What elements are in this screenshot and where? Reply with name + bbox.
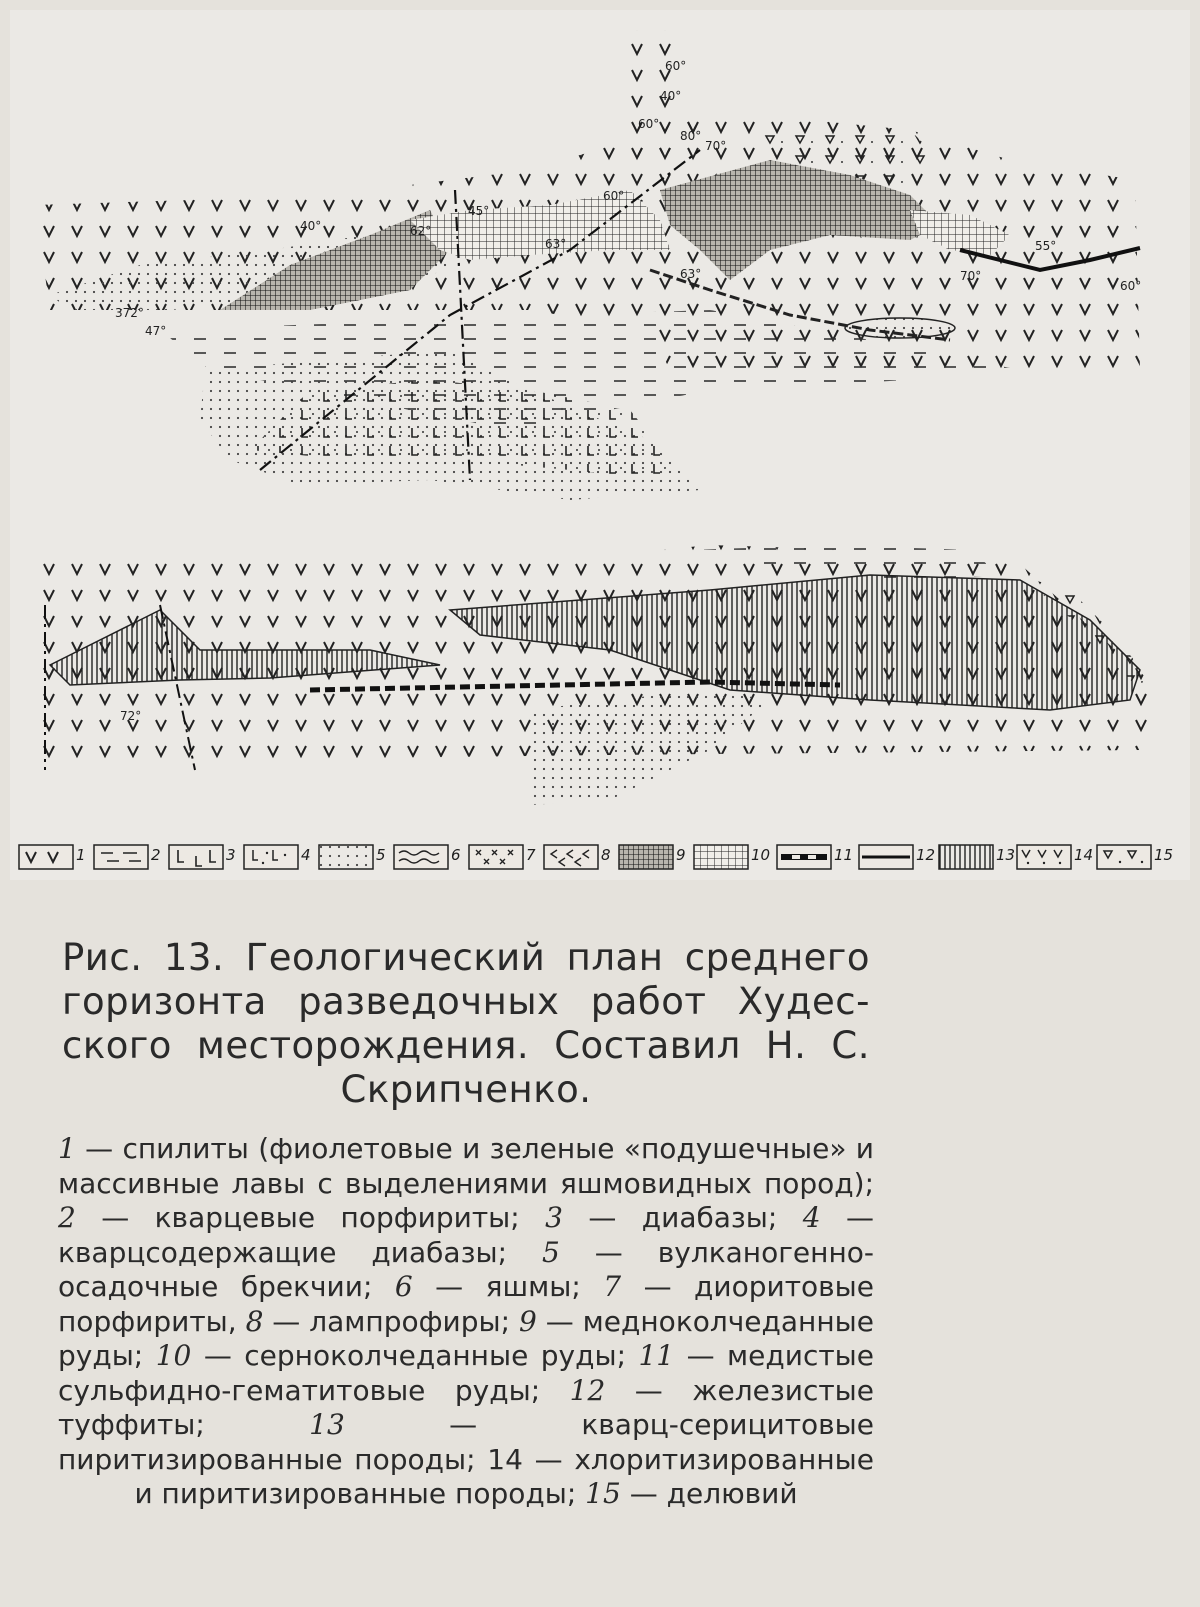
legend-desc: — железистые туффиты;	[58, 1373, 874, 1441]
legend-desc: — спилиты (фиолетовые и зеленые «подушечные» и массивные лавы с выделениями яшмовидных пород);	[58, 1132, 874, 1200]
legend-desc: — кварцевые порфириты;	[75, 1201, 546, 1234]
legend-desc: — яшмы;	[412, 1270, 604, 1303]
legend-desc: — лампрофиры;	[263, 1304, 519, 1338]
legend-ref-number: 4	[802, 1201, 821, 1234]
legend-number: 7	[526, 846, 536, 864]
legend-swatch	[1016, 844, 1072, 870]
legend-ref-number: 7	[603, 1270, 622, 1303]
legend-number: 12	[916, 846, 936, 864]
legend-number: 10	[751, 846, 771, 864]
legend-swatch	[318, 844, 374, 870]
legend-swatch	[543, 844, 599, 870]
legend-desc: — хлоритизированные и пиритизированные породы;	[134, 1442, 874, 1510]
legend-ref-number: 12	[569, 1373, 606, 1407]
dip-label: 45°	[468, 204, 490, 218]
dip-label: 60°	[1120, 279, 1142, 293]
legend-swatch	[18, 844, 74, 870]
legend-desc: — кварц-серицитовые пиритизированные породы;	[58, 1408, 875, 1476]
legend-swatch	[938, 844, 994, 870]
legend-number: 6	[451, 846, 461, 864]
dip-label: 55°	[1035, 239, 1057, 253]
legend-ref-number: 1	[58, 1132, 76, 1165]
dip-label: 60°	[665, 59, 687, 73]
legend-number: 9	[676, 846, 686, 864]
legend-ref-number: 2	[58, 1201, 76, 1234]
legend-desc: — серноколчеданные руды;	[191, 1339, 639, 1372]
legend-number: 2	[151, 846, 161, 864]
legend-ref-number: 15	[585, 1477, 621, 1510]
legend-swatch	[618, 844, 674, 870]
legend-symbols	[18, 840, 1188, 874]
legend-number: 3	[226, 846, 236, 864]
legend-desc: — медноколчеданные руды;	[58, 1304, 874, 1372]
figure-caption: Рис. 13. Геологический план среднего горизонта разведочных работ Худес-ского месторождения. Составил Н. С. Скрипченко.	[62, 936, 870, 1111]
legend-swatch	[468, 844, 524, 870]
dip-label: 63°	[680, 267, 702, 281]
geologic-plan-maps	[10, 10, 1190, 840]
legend-ref-number: 14	[487, 1442, 523, 1476]
legend-number: 13	[996, 846, 1016, 864]
dip-label: 60°	[603, 189, 625, 203]
dip-label: 70°	[705, 139, 727, 153]
legend-swatch	[393, 844, 449, 870]
legend-ref-number: 9	[519, 1304, 537, 1338]
dip-label: 40°	[300, 219, 322, 233]
legend-desc: — делювий	[620, 1477, 798, 1510]
dip-label: 40°	[660, 89, 682, 103]
dip-label: 372°	[115, 306, 144, 320]
legend-swatch	[858, 844, 914, 870]
legend-number: 11	[834, 846, 854, 864]
legend-ref-number: 6	[394, 1270, 413, 1303]
dip-label: 60°	[638, 117, 660, 131]
legend-swatch	[243, 844, 299, 870]
dip-label: 62°	[410, 224, 432, 238]
legend-explanation	[58, 1132, 874, 1512]
dip-label: 70°	[960, 269, 982, 283]
legend-swatch	[776, 844, 832, 870]
legend-number: 14	[1074, 846, 1094, 864]
legend-swatch	[93, 844, 149, 870]
legend-swatch	[1096, 844, 1152, 870]
legend-number: 1	[76, 846, 86, 864]
legend-ref-number: 10	[155, 1339, 192, 1372]
legend-ref-number: 11	[638, 1339, 675, 1372]
legend-ref-number: 13	[309, 1408, 345, 1441]
upper-geologic-map	[35, 30, 1141, 500]
legend-desc: — диоритовые порфириты,	[58, 1270, 874, 1338]
legend-desc: — медистые сульфидно-гематитовые руды;	[58, 1339, 875, 1407]
legend-swatch	[693, 844, 749, 870]
legend-ref-number: 3	[545, 1201, 563, 1234]
legend-ref-number: 5	[541, 1235, 560, 1269]
dip-label: 72°	[120, 709, 142, 723]
legend-desc: — кварцсодержащие диабазы;	[58, 1201, 874, 1269]
legend-swatch	[168, 844, 224, 870]
dip-label: 63°	[545, 237, 567, 251]
legend-number: 8	[601, 846, 611, 864]
legend-desc: — диабазы;	[562, 1201, 803, 1234]
legend-desc: — вулканогенно-осадочные брекчии;	[58, 1235, 875, 1303]
dip-label: 47°	[145, 324, 167, 338]
legend-number: 15	[1154, 846, 1174, 864]
lower-geologic-map	[40, 545, 1160, 805]
legend-number: 5	[376, 846, 386, 864]
legend-ref-number: 8	[245, 1304, 264, 1338]
geologic-figure	[10, 10, 1190, 880]
dip-label: 80°	[680, 129, 702, 143]
legend-number: 4	[301, 846, 311, 864]
